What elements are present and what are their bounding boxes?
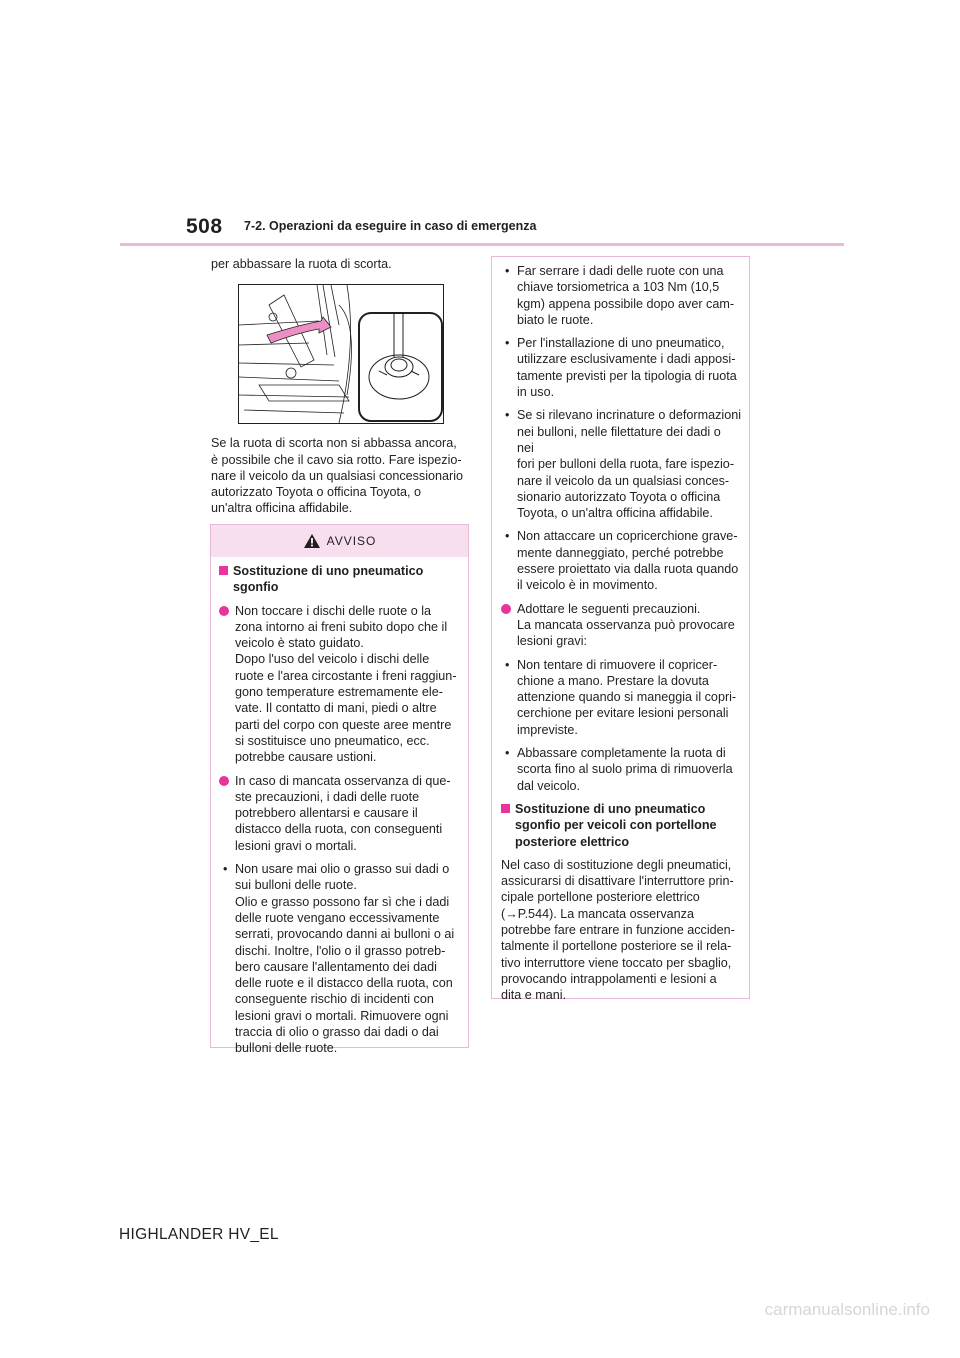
text-line: in uso. bbox=[517, 385, 555, 400]
text-line: Se si rilevano incrinature o deformazioni bbox=[517, 408, 742, 423]
circle-bullet-icon bbox=[219, 776, 229, 786]
text-line: traccia di olio o grasso dai dadi o dai bbox=[235, 1025, 439, 1040]
text-line: un'altra officina affidabile. bbox=[211, 501, 353, 516]
text-line: dita e mani. bbox=[501, 988, 567, 1003]
text-line: Dopo l'uso del veicolo i dischi delle bbox=[235, 652, 430, 667]
intro-text: per abbassare la ruota di scorta. bbox=[211, 257, 392, 271]
text-line: sui bulloni delle ruote. bbox=[235, 878, 357, 893]
text-line: lesioni gravi o mortali. bbox=[235, 838, 357, 853]
warning-title: AVVISO bbox=[326, 534, 377, 548]
text-line: scorta fino al suolo prima di rimuoverla bbox=[517, 762, 733, 777]
text-line: tivo interruttore viene toccato per sbaglio, bbox=[501, 955, 732, 970]
text-line: fori per bulloni della ruota, fare ispezio- bbox=[517, 457, 735, 472]
power-tailgate-heading bbox=[501, 801, 741, 850]
warning-item-no-oil bbox=[219, 861, 460, 1057]
spare-tire-lowering-illustration bbox=[238, 284, 444, 424]
text-line: bero causare l'allentamento dei dadi bbox=[235, 959, 437, 974]
text-line: attenzione quando si maneggia il copri- bbox=[517, 690, 737, 705]
text-line: conseguente rischio di incidenti con bbox=[235, 992, 434, 1007]
text-line: Olio e grasso possono far sì che i dadi bbox=[235, 894, 450, 909]
warning-body bbox=[211, 557, 468, 1057]
cracks-item bbox=[501, 407, 741, 521]
text-line: impreviste. bbox=[517, 722, 578, 737]
dot-bullet-icon: • bbox=[505, 264, 510, 278]
text-line: potrebbe fare entrare in funzione acciden- bbox=[501, 922, 735, 937]
warning-item-hot-discs bbox=[219, 603, 460, 766]
dot-bullet-icon: • bbox=[505, 336, 510, 351]
damaged-hubcap-item bbox=[501, 528, 741, 593]
text-line: autorizzato Toyota o officina Toyota, o bbox=[211, 485, 422, 500]
lower-spare-item bbox=[501, 745, 741, 794]
hubcap-hand-item bbox=[501, 657, 741, 738]
text-line: dal veicolo. bbox=[517, 778, 581, 793]
torque-wrench-item bbox=[501, 263, 741, 328]
text-line: nei bulloni, nelle filettature dei dadi o nei bbox=[517, 424, 721, 455]
power-tailgate-text bbox=[501, 857, 741, 1004]
cable-note bbox=[211, 435, 469, 516]
text-line: delle ruote vengano eccessivamente bbox=[235, 910, 440, 925]
text-line: In caso di mancata osservanza di que- bbox=[235, 773, 451, 788]
text-line: Far serrare i dadi delle ruote con una bbox=[517, 264, 724, 278]
page-number: 508 bbox=[186, 215, 223, 238]
text-line: distacco della ruota, con conseguenti bbox=[235, 822, 443, 837]
dot-bullet-icon: • bbox=[505, 657, 510, 672]
text-line: tamente previsti per la tipologia di ruota bbox=[517, 368, 737, 383]
precautions-item bbox=[501, 601, 741, 650]
circle-bullet-icon bbox=[219, 606, 229, 616]
text-line: Non usare mai olio o grasso sui dadi o bbox=[235, 862, 450, 877]
text-line: Abbassare completamente la ruota di bbox=[517, 746, 726, 761]
text-line: kgm) appena possibile dopo aver cam- bbox=[517, 296, 735, 311]
square-bullet-icon bbox=[219, 566, 228, 575]
dot-bullet-icon: • bbox=[505, 529, 510, 544]
correct-nuts-item bbox=[501, 335, 741, 400]
left-column bbox=[211, 256, 469, 517]
square-bullet-icon bbox=[501, 804, 510, 813]
text-line: Non attaccare un copricerchione grave- bbox=[517, 529, 738, 544]
text-line: sgonfio bbox=[233, 580, 279, 595]
warning-heading bbox=[219, 563, 460, 596]
dot-bullet-icon: • bbox=[505, 408, 510, 423]
warning-header bbox=[211, 525, 468, 557]
text-line: delle ruote e il distacco della ruota, con bbox=[235, 976, 453, 991]
dot-bullet-icon: • bbox=[223, 862, 228, 877]
text-line: parti del corpo con queste aree mentre bbox=[235, 717, 452, 732]
text-line: si sostituisce uno pneumatico, ecc. bbox=[235, 733, 430, 748]
illustration-svg bbox=[239, 285, 443, 423]
text-line: lesioni gravi o mortali. Rimuovere ogni bbox=[235, 1008, 449, 1023]
text-line: provocando intrappolamenti e lesioni a bbox=[501, 971, 717, 986]
text-line: potrebbe causare ustioni. bbox=[235, 750, 377, 765]
text-line: mente danneggiato, perché potrebbe bbox=[517, 545, 724, 560]
text-line: Non tentare di rimuovere il copricer- bbox=[517, 657, 718, 672]
text-line: chiave torsiometrica a 103 Nm (10,5 bbox=[517, 280, 720, 295]
text-line: serrati, provocando danni ai bulloni o ai bbox=[235, 927, 455, 942]
footer-model-name: HIGHLANDER HV_EL bbox=[119, 1226, 279, 1243]
warning-item-loose-nuts bbox=[219, 773, 460, 854]
text-line: cerchione per evitare lesioni personali bbox=[517, 706, 729, 721]
header-rule bbox=[120, 243, 844, 246]
text-line: bulloni delle ruote. bbox=[235, 1041, 338, 1056]
text-line: posteriore elettrico bbox=[515, 834, 630, 849]
text-line: Toyota, o un'altra officina affidabile. bbox=[517, 506, 713, 521]
text-line: assicurarsi di disattivare l'interruttore prin- bbox=[501, 874, 734, 889]
text-line: Sostituzione di uno pneumatico bbox=[515, 801, 706, 816]
page-reference-link[interactable]: (→P.544). La mancata osservanza bbox=[501, 906, 694, 921]
text-line: zona intorno ai freni subito dopo che il bbox=[235, 619, 448, 634]
text-line: essere proiettato via dalla ruota quando bbox=[517, 562, 739, 577]
text-line: ste precauzioni, i dadi delle ruote bbox=[235, 789, 420, 804]
text-line: vate. Il contatto di mani, piedi o altre bbox=[235, 701, 437, 716]
dot-bullet-icon: • bbox=[505, 746, 510, 761]
text-line: nare il veicolo da un qualsiasi concessionario bbox=[211, 468, 464, 483]
text-line: dischi. Inoltre, l'olio o il grasso potreb- bbox=[235, 943, 446, 958]
text-line: Per l'installazione di uno pneumatico, bbox=[517, 336, 725, 351]
text-line: Adottare le seguenti precauzioni. bbox=[517, 601, 701, 616]
text-line: chione a mano. Prestare la dovuta bbox=[517, 673, 709, 688]
text-line: sionario autorizzato Toyota o officina bbox=[517, 489, 721, 504]
text-line: lesioni gravi: bbox=[517, 634, 587, 649]
text-line: sgonfio per veicoli con portellone bbox=[515, 818, 717, 833]
text-line: gono temperature estremamente ele- bbox=[235, 685, 443, 700]
text-line: Nel caso di sostituzione degli pneumatici, bbox=[501, 857, 732, 872]
text-line: ruote e l'area circostante i freni raggiun- bbox=[235, 668, 457, 683]
text-line: La mancata osservanza può provocare bbox=[517, 617, 735, 632]
text-line: cipale portellone posteriore elettrico bbox=[501, 890, 700, 905]
text-line: potrebbero allentarsi e causare il bbox=[235, 806, 418, 821]
warning-continuation-box bbox=[491, 256, 750, 1003]
text-line: biato le ruote. bbox=[517, 312, 594, 327]
text-line: è possibile che il cavo sia rotto. Fare ispezio- bbox=[211, 452, 462, 467]
text-line: Non toccare i dischi delle ruote o la bbox=[235, 603, 432, 618]
watermark-site: carmanualsonline.info bbox=[764, 1300, 930, 1319]
text-line: talmente il portellone posteriore se il rela- bbox=[501, 939, 732, 954]
text-line: Se la ruota di scorta non si abbassa ancora, bbox=[211, 436, 457, 451]
text-line: nare il veicolo da un qualsiasi conces- bbox=[517, 473, 730, 488]
warning-box bbox=[210, 524, 469, 1056]
text-line: Sostituzione di uno pneumatico bbox=[233, 564, 424, 578]
circle-bullet-icon bbox=[501, 604, 511, 614]
text-line: veicolo è stato guidato. bbox=[235, 636, 364, 651]
text-line: utilizzare esclusivamente i dadi apposi- bbox=[517, 352, 736, 367]
text-line: il veicolo è in movimento. bbox=[517, 578, 658, 593]
warning-triangle-icon bbox=[303, 533, 321, 549]
section-title: 7-2. Operazioni da eseguire in caso di emergenza bbox=[244, 219, 537, 233]
